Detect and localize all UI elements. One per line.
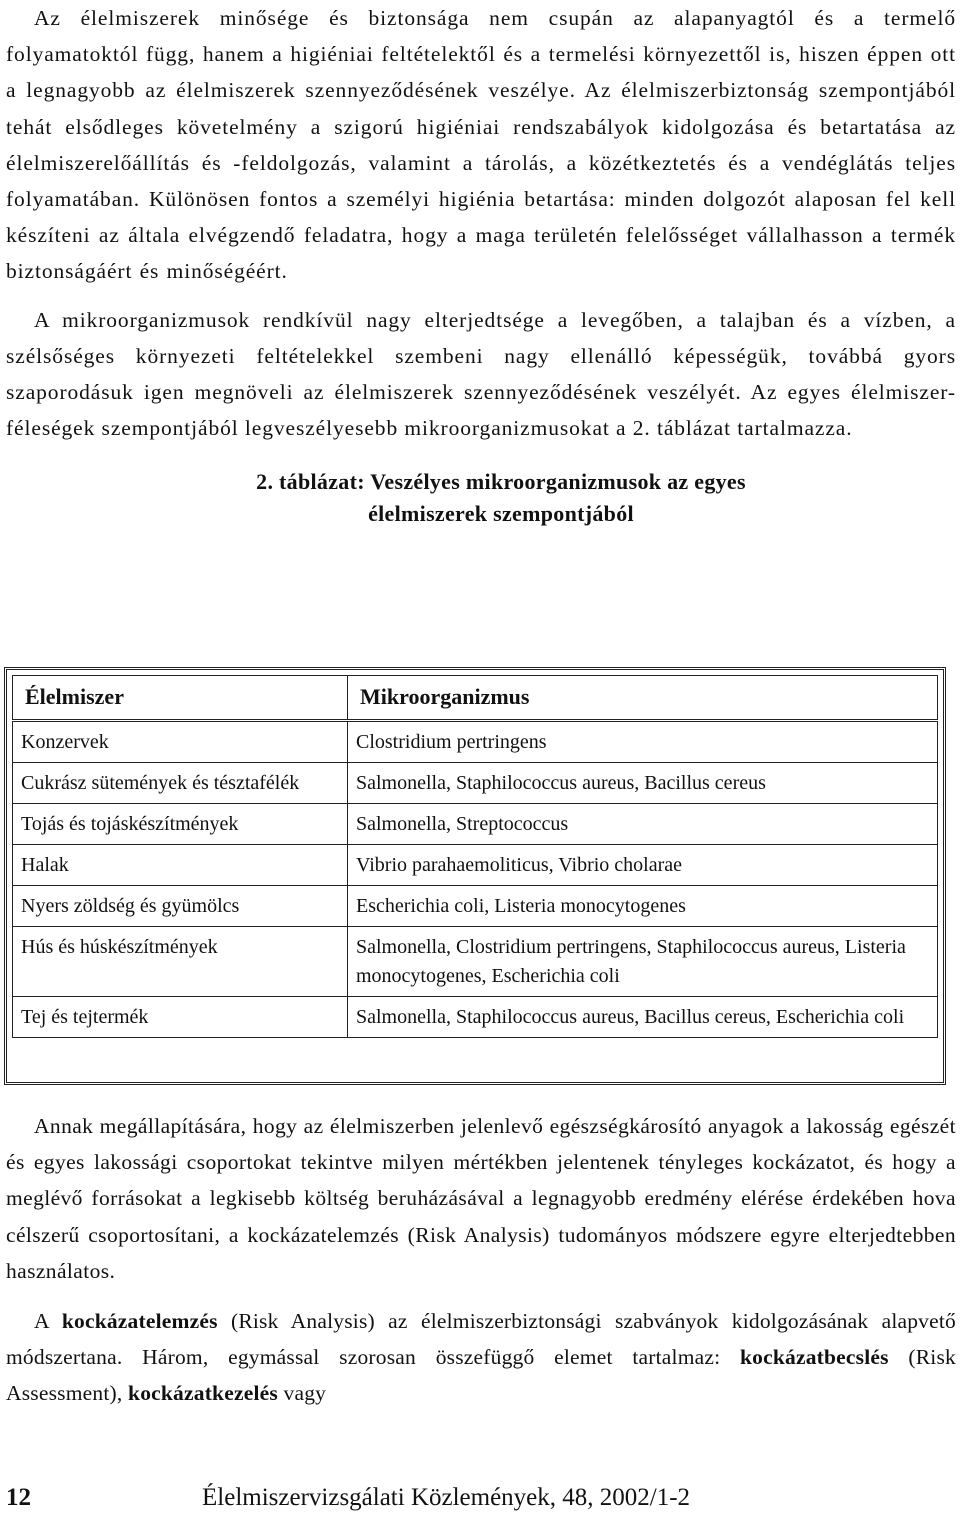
cell-food: Cukrász sütemények és tésztafélék xyxy=(13,763,348,804)
cell-microorganism: Clostridium pertringens xyxy=(348,721,938,763)
text-run: A xyxy=(34,1309,62,1334)
term-risk-management: kockázatkezelés xyxy=(128,1381,278,1406)
table-caption-line1: 2. táblázat: Veszélyes mikroorganizmusok az egyes xyxy=(256,469,746,495)
table-row xyxy=(13,763,938,804)
text-run: (Risk Assessment), xyxy=(6,1345,956,1406)
paragraph-hygiene: Az élelmiszerek minősége és biztonsága nem csupán az alapanyagtól és a termelő folyamatoktól függ, hanem a higiéniai feltételektől és a termelési környezettől is, hiszen éppen ott a legnagyobb az élelmiszerek szennyeződésének veszélye. Az élelmiszerbiztonság szempontjából tehát elsődleges követelmény a szigorú higiéniai rendszabályok kidolgozása és betartatása az élelmiszerelőállítás és -feldolgozás, valamint a tárolás, a közétkeztetés és a vendéglátás teljes folyamatában. Különösen fontos a személyi higiénia betartása: minden dolgozót alaposan fel kell készíteni az általa elvégzendő feladatra, hogy a maga területén felelősséget vállalhasson a termék biztonságáért és minőségéért. xyxy=(6,6,956,284)
cell-microorganism: Salmonella, Clostridium pertringens, Staphilococcus aureus, Listeria monocytogenes, Escherichia coli xyxy=(348,927,938,997)
cell-microorganism: Escherichia coli, Listeria monocytogenes xyxy=(348,886,938,927)
header-microorganism: Mikroorganizmus xyxy=(348,676,938,721)
text-run: (Risk Analysis) az élelmiszerbiztonsági szabványok kidolgozásának alapvető módszertana. Három, egymással szorosan összefüggő elemet tartalmaz: xyxy=(6,1309,956,1370)
table-row xyxy=(13,721,938,763)
cell-microorganism: Salmonella, Staphilococcus aureus, Bacillus cereus, Escherichia coli xyxy=(348,997,938,1038)
cell-food: Halak xyxy=(13,845,348,886)
microorganism-table-frame xyxy=(4,667,946,1085)
table-row xyxy=(13,845,938,886)
cell-food: Hús és húskészítmények xyxy=(13,927,348,997)
table-row xyxy=(13,804,938,845)
microorganism-table xyxy=(12,675,938,1038)
cell-food: Tej és tejtermék xyxy=(13,997,348,1038)
cell-food: Nyers zöldség és gyümölcs xyxy=(13,886,348,927)
text-run: vagy xyxy=(277,1381,327,1406)
cell-microorganism: Salmonella, Staphilococcus aureus, Bacillus cereus xyxy=(348,763,938,804)
page-footer xyxy=(6,1480,956,1516)
journal-title: Élelmiszervizsgálati Közlemények, 48, 2002/1-2 xyxy=(202,1484,691,1511)
cell-food: Konzervek xyxy=(13,721,348,763)
table-row xyxy=(13,997,938,1038)
term-risk-analysis: kockázatelemzés xyxy=(61,1309,218,1334)
cell-food: Tojás és tojáskészítmények xyxy=(13,804,348,845)
table-header-row xyxy=(13,676,938,721)
table-row xyxy=(13,886,938,927)
table-caption xyxy=(6,466,956,530)
table-caption-line2: élelmiszerek szempontjából xyxy=(368,501,634,527)
page-bottom xyxy=(6,1108,956,1412)
cell-microorganism: Salmonella, Streptococcus xyxy=(348,804,938,845)
term-risk-assessment: kockázatbecslés xyxy=(740,1345,889,1370)
page-top xyxy=(6,0,956,530)
table-row xyxy=(13,927,938,997)
cell-microorganism: Vibrio parahaemoliticus, Vibrio cholarae xyxy=(348,845,938,886)
paragraph-microorganisms: A mikroorganizmusok rendkívül nagy elterjedtsége a levegőben, a talajban és a vízben, a szélsőséges környezeti feltételekkel szembeni nagy ellenálló képességük, továbbá gyors szaporodásuk igen megnöveli az élelmiszerek szennyeződésének veszélyét. Az egyes élelmiszer-féleségek szempontjából legveszélyesebb mikroorganizmusokat a 2. táblázat tartalmazza. xyxy=(6,307,956,441)
paragraph-risk-analysis xyxy=(6,1303,956,1412)
paragraph-risk-intro: Annak megállapítására, hogy az élelmiszerben jelenlevő egészségkárosító anyagok a lakosság egészét és egyes lakossági csoportokat tekintve milyen mértékben jelentenek tényleges kockázatot, és hogy a meglévő forrásokat a legkisebb költség beruházásával a legnagyobb eredmény elérése érdekében hova célszerű csoportosítani, a kockázatelemzés (Risk Analysis) tudományos módszere egyre elterjedtebben használatos. xyxy=(6,1114,956,1283)
page-number: 12 xyxy=(6,1484,31,1511)
header-food: Élelmiszer xyxy=(13,676,348,721)
